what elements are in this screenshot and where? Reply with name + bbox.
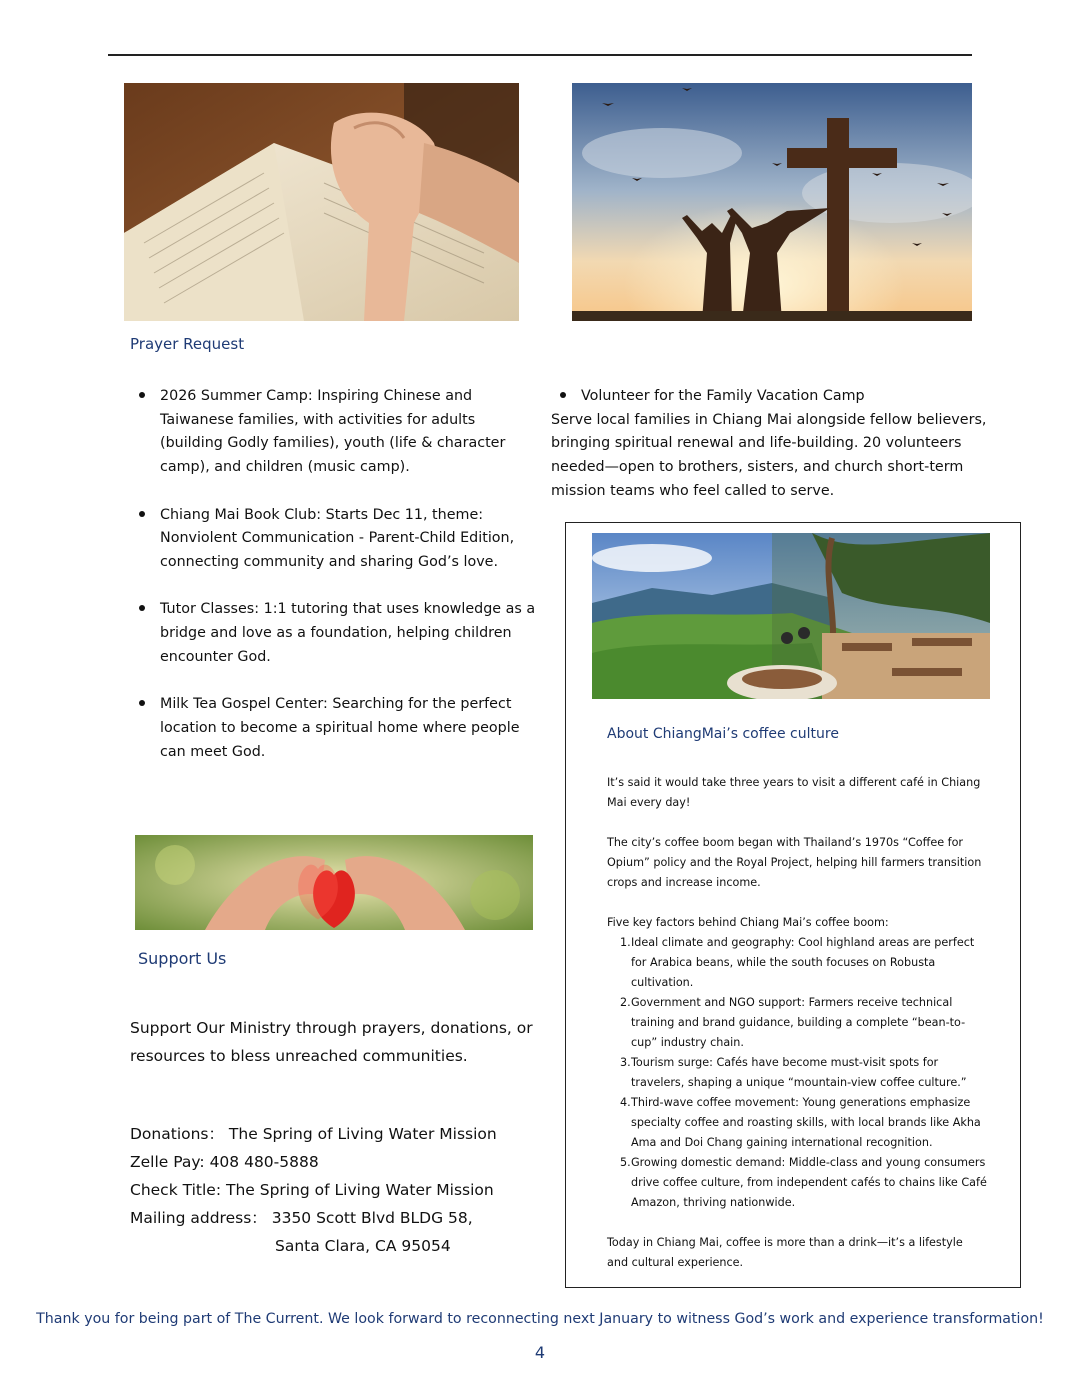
- prayer-item-milk-tea-center: Milk Tea Gospel Center: Searching for the perfect location to become a spiritual home where people can meet God.: [130, 693, 540, 764]
- coffee-closing: Today in Chiang Mai, coffee is more than a drink—it’s a lifestyle and cultural experience.: [607, 1236, 963, 1269]
- top-divider: [108, 54, 972, 56]
- closing-thanks: Thank you for being part of The Current. We look forward to reconnecting next January to witness God’s work and experience transformation!: [36, 1311, 1044, 1327]
- coffee-factors-list: [607, 933, 987, 1213]
- support-us-heading: Support Us: [138, 949, 227, 968]
- mailing-address-label: Mailing address：: [130, 1209, 267, 1227]
- cross-sunset-photo: [572, 83, 972, 321]
- mountain-cafe-photo: [592, 533, 990, 699]
- coffee-culture-text: [607, 773, 987, 1273]
- coffee-factor-item: 1. Ideal climate and geography: Cool highland areas are perfect for Arabica beans, while the south focuses on Robusta cultivation.: [620, 936, 975, 989]
- coffee-history: The city’s coffee boom began with Thailand’s 1970s “Coffee for Opium” policy and the Royal Project, helping hill farmers transition crops and increase income.: [607, 836, 982, 889]
- prayer-request-heading: Prayer Request: [130, 335, 245, 353]
- coffee-factors-title: Five key factors behind Chiang Mai’s coffee boom:: [607, 916, 889, 929]
- coffee-factor-item: 4. Third-wave coffee movement: Young generations emphasize specialty coffee and roasting skills, with local brands like Akha Ama and Doi Chang gaining international recognition.: [620, 1096, 981, 1149]
- volunteer-description: Serve local families in Chiang Mai alongside fellow believers, bringing spiritual renewal and life-building. 20 volunteers needed—open to brothers, sisters, and church short-term mission teams who feel called to serve.: [551, 411, 987, 499]
- prayer-request-list: [130, 385, 540, 764]
- coffee-factor-item: 5. Growing domestic demand: Middle-class and young consumers drive coffee culture, from independent cafés to chains like Café Amazon, thriving nationwide.: [620, 1156, 987, 1209]
- volunteer-item: Volunteer for the Family Vacation Camp: [551, 385, 991, 409]
- coffee-factor-item: 3. Tourism surge: Cafés have become must-visit spots for travelers, shaping a unique “mountain-view coffee culture.”: [620, 1056, 967, 1089]
- volunteer-list: [551, 385, 991, 409]
- donations-line: Donations： The Spring of Living Water Mission: [130, 1125, 497, 1143]
- prayer-item-book-club: Chiang Mai Book Club: Starts Dec 11, theme: Nonviolent Communication - Parent-Child Edition, connecting community and sharing God’s love.: [130, 504, 540, 575]
- zelle-pay-line: Zelle Pay: 408 480-5888: [130, 1153, 319, 1171]
- prayer-item-summer-camp: 2026 Summer Camp: Inspiring Chinese and Taiwanese families, with activities for adults (building Godly families), youth (life & character camp), and children (music camp).: [130, 385, 540, 480]
- support-description: Support Our Ministry through prayers, donations, or resources to bless unreached communities.: [130, 1019, 533, 1065]
- heart-hands-photo: [135, 835, 533, 930]
- mailing-address: [130, 1204, 560, 1232]
- coffee-intro: It’s said it would take three years to visit a different café in Chiang Mai every day!: [607, 776, 981, 809]
- coffee-culture-heading: About ChiangMai’s coffee culture: [607, 726, 839, 742]
- volunteer-section: [551, 385, 991, 504]
- donation-details: [130, 1120, 560, 1260]
- mailing-address-line1: 3350 Scott Blvd BLDG 58,: [271, 1209, 473, 1227]
- mailing-address-line2: Santa Clara, CA 95054: [275, 1237, 451, 1255]
- prayer-item-tutor-classes: Tutor Classes: 1:1 tutoring that uses knowledge as a bridge and love as a foundation, helping children encounter God.: [130, 598, 540, 669]
- praying-hands-bible-photo: [124, 83, 519, 321]
- prayer-request-list-container: [130, 385, 540, 788]
- coffee-factor-item: 2. Government and NGO support: Farmers receive technical training and brand guidance, building a complete “bean-to-cup” industry chain.: [620, 996, 966, 1049]
- check-title-line: Check Title: The Spring of Living Water Mission: [130, 1181, 494, 1199]
- page-number: 4: [534, 1343, 546, 1362]
